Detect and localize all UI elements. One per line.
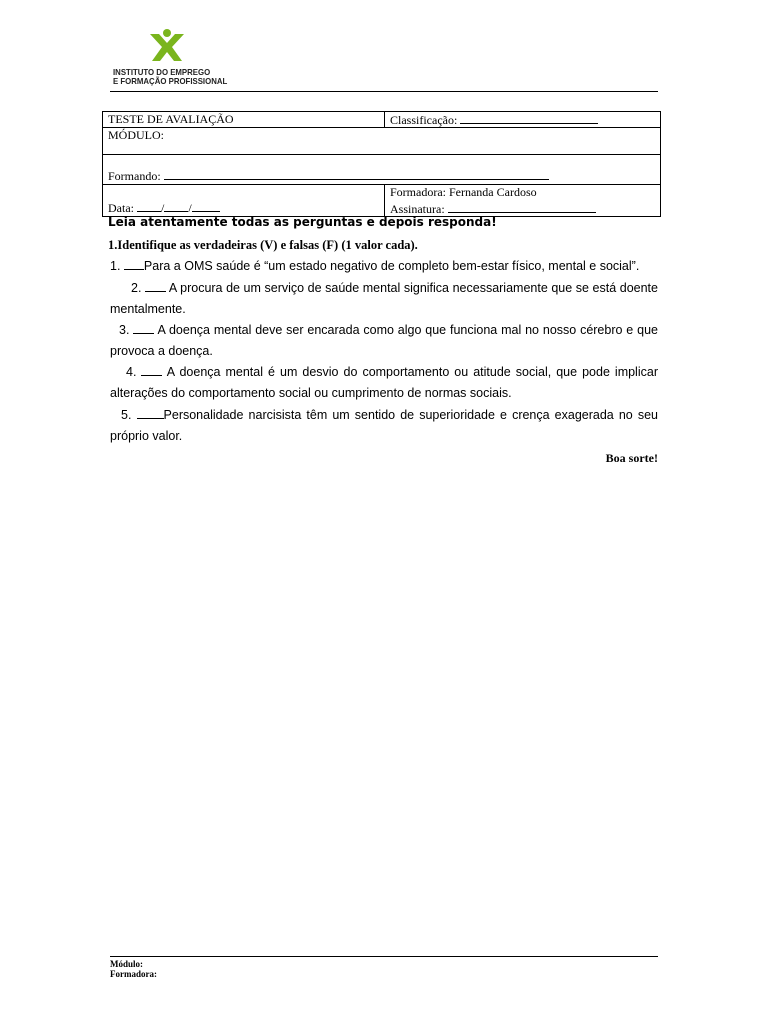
student-name-field[interactable]	[164, 168, 549, 180]
item-text: Para a OMS saúde é “um estado negativo de completo bem-estar físico, mental e social”.	[143, 259, 640, 273]
item-text: A doença mental é um desvio do comportamento ou atitude social, que pode implicar alterações do comportamento social ou cumprimento de normas sociais.	[110, 365, 658, 400]
trainer-name: Formadora: Fernanda Cardoso	[390, 185, 537, 199]
module-cell[interactable]	[103, 128, 661, 155]
item-text: A doença mental deve ser encarada como algo que funciona mal no nosso cérebro e que provoca a doença.	[110, 323, 658, 358]
signature-label: Assinatura:	[390, 202, 445, 216]
item-number: 4.	[126, 365, 137, 379]
date-month-field[interactable]	[164, 200, 188, 212]
question-item-4	[110, 362, 658, 404]
logo-text-line1: INSTITUTO DO EMPREGO	[113, 67, 211, 77]
signature-field[interactable]	[448, 201, 596, 213]
closing-message: Boa sorte!	[605, 451, 658, 465]
classification-label: Classificação:	[390, 113, 458, 127]
question-item-5	[110, 405, 658, 447]
answer-blank-3[interactable]	[133, 321, 154, 334]
item-number: 3.	[119, 323, 130, 337]
test-header-table	[102, 111, 661, 217]
student-label: Formando:	[108, 169, 161, 183]
footer-divider	[110, 956, 658, 957]
answer-blank-4[interactable]	[141, 363, 162, 376]
answer-blank-1[interactable]	[124, 257, 144, 270]
date-label: Data:	[108, 201, 134, 215]
header-divider	[110, 91, 658, 92]
item-text: Personalidade narcisista têm um sentido de superioridade e crença exagerada no seu próprio valor.	[110, 408, 658, 443]
module-label: MÓDULO:	[108, 128, 164, 142]
test-title: TESTE DE AVALIAÇÃO	[108, 112, 234, 126]
item-number: 5.	[121, 408, 132, 422]
item-number: 2.	[131, 281, 142, 295]
classification-field[interactable]	[460, 112, 598, 124]
instructions: Leia atentamente todas as perguntas e depois responda!	[108, 215, 497, 229]
trainer-signature-cell[interactable]	[385, 185, 661, 217]
student-cell[interactable]	[103, 155, 661, 185]
answer-blank-2[interactable]	[145, 279, 166, 292]
footer-trainer-label: Formadora:	[110, 969, 157, 979]
classification-cell[interactable]	[385, 112, 661, 128]
question-item-1	[110, 256, 658, 277]
question-item-2	[110, 278, 658, 320]
institution-logo	[113, 28, 233, 88]
footer-module-label: Módulo:	[110, 959, 144, 969]
logo-text-line2: E FORMAÇÃO PROFISSIONAL	[113, 76, 228, 86]
date-cell[interactable]: Data: / /	[103, 185, 385, 217]
iefp-mark-icon	[147, 28, 187, 62]
question-item-3	[110, 320, 658, 362]
date-year-field[interactable]	[192, 200, 220, 212]
item-text: A procura de um serviço de saúde mental significa necessariamente que se está doente mentalmente.	[110, 281, 658, 316]
test-title-cell	[103, 112, 385, 128]
item-number: 1.	[110, 259, 121, 273]
question-title: 1.Identifique as verdadeiras (V) e falsas (F) (1 valor cada).	[108, 238, 418, 252]
date-day-field[interactable]	[137, 200, 161, 212]
answer-blank-5[interactable]	[137, 406, 164, 419]
